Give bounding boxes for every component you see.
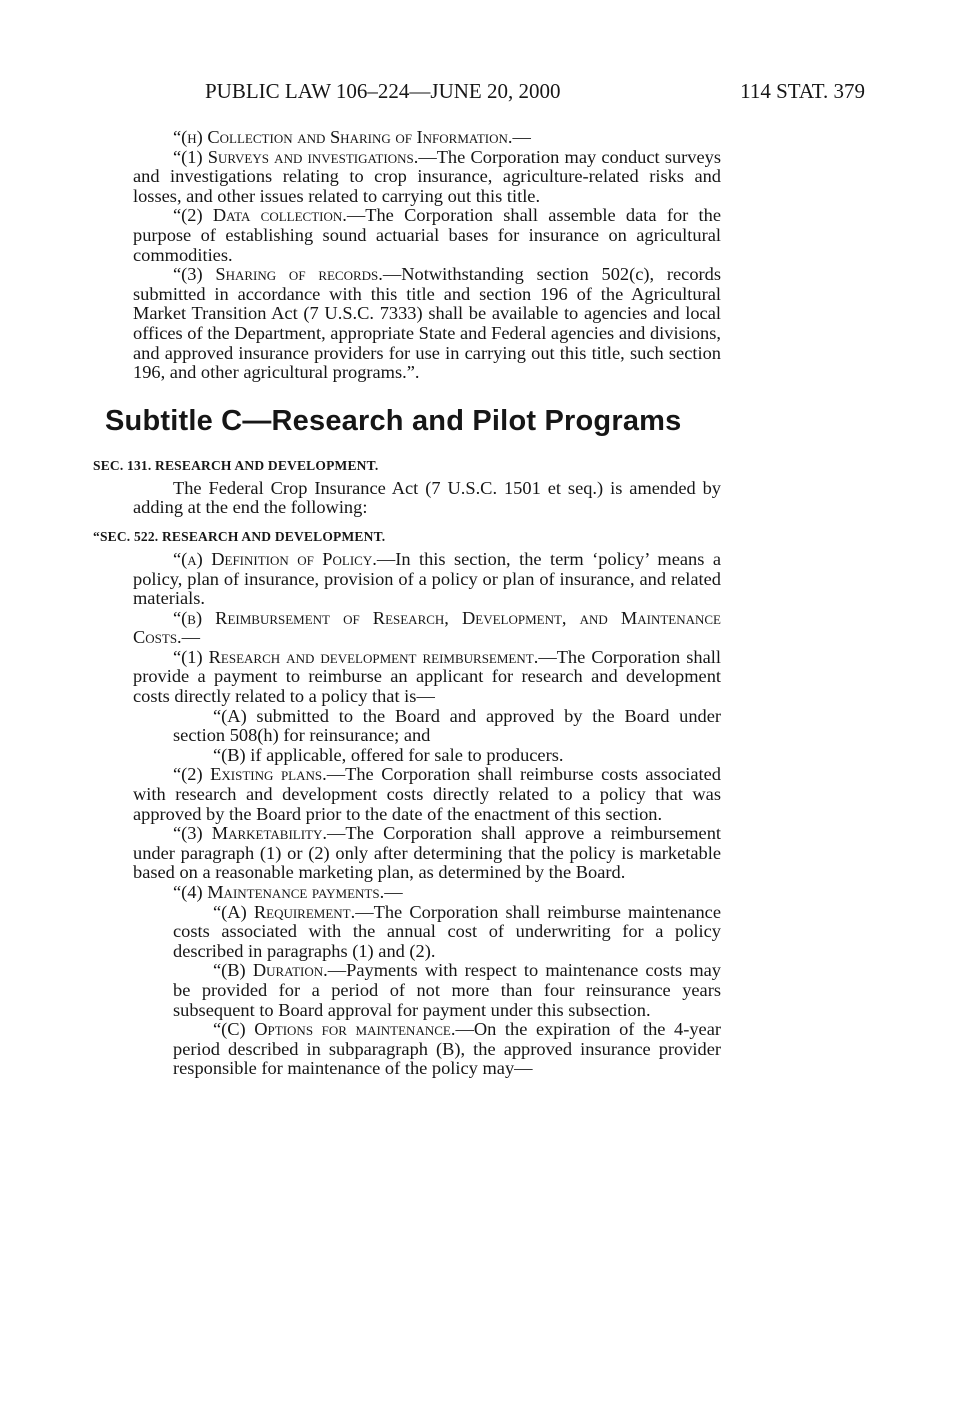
- subparagraph-b-1-b: “(B) if applicable, offered for sale to producers.: [213, 744, 564, 765]
- section-131-text: The Federal Crop Insurance Act (7 U.S.C. 1501 et seq.) is amended by adding at the end the following:: [133, 477, 721, 518]
- paragraph-b-1-heading: “(1) Research and development reimbursement.: [173, 646, 539, 667]
- section-131-heading: SEC. 131. RESEARCH AND DEVELOPMENT.: [93, 457, 379, 473]
- subsection-h-heading: “(h) Collection and Sharing of Information.—: [173, 127, 531, 147]
- document-body: [93, 127, 722, 1079]
- subsection-a-heading: “(a) Definition of Policy.: [173, 548, 377, 569]
- header-law-citation: PUBLIC LAW 106–224—JUNE 20, 2000: [205, 79, 561, 103]
- subparagraph-b-4-a: [173, 903, 721, 962]
- paragraph-h-2-heading: “(2) Data collection.: [173, 205, 347, 226]
- paragraph-b-1-text: —The Corporation shall provide a payment to reimburse an applicant for research and development costs directly related to a policy that is—: [133, 646, 721, 707]
- paragraph-h-1-heading: “(1) Surveys and investigations.: [173, 146, 419, 167]
- running-header: [205, 76, 865, 106]
- paragraph-b-3: [133, 824, 721, 883]
- subparagraph-b-4-c-heading: “(C) Options for maintenance.: [213, 1019, 456, 1040]
- paragraph-h-2: [133, 206, 721, 265]
- section-522-heading: “SEC. 522. RESEARCH AND DEVELOPMENT.: [93, 528, 386, 544]
- header-page-number: 114 STAT. 379: [740, 79, 865, 103]
- paragraph-b-2-heading: “(2) Existing plans.: [173, 764, 327, 785]
- paragraph-h-3-heading: “(3) Sharing of records.: [173, 264, 383, 285]
- subparagraph-b-4-c: [173, 1020, 721, 1079]
- subparagraph-b-4-a-text: —The Corporation shall reimburse maintenance costs associated with the annual cost of underwriting for a policy described in paragraphs (1) and (2).: [173, 901, 721, 961]
- subparagraph-b-4-a-heading: “(A) Requirement.: [213, 901, 356, 922]
- paragraph-h-1: [133, 148, 721, 207]
- paragraph-h-2-text: —The Corporation shall assemble data for the purpose of establishing sound actuarial bases for insurance on agricultural commodities.: [133, 205, 721, 265]
- subsection-a: [133, 550, 721, 609]
- paragraph-b-2: [133, 765, 721, 824]
- paragraph-b-3-heading: “(3) Marketability.: [173, 823, 327, 844]
- subparagraph-b-4-b: [173, 961, 721, 1020]
- paragraph-b-1: [133, 648, 721, 707]
- subparagraph-b-4-b-heading: “(B) Duration.: [213, 960, 328, 981]
- paragraph-h-3-text: —Notwithstanding section 502(c), records submitted in accordance with this title and section 196 of the Agricultural Market Transition Act (7 U.S.C. 7333) shall be available to agencies and local offices of the Department, appropriate State and Federal agencies and divisions, and approved insurance providers for use in carrying out this title, such section 196, and other agricultural programs.”.: [133, 264, 722, 383]
- paragraph-h-3: [133, 265, 721, 383]
- subtitle-heading: Subtitle C—Research and Pilot Programs: [105, 404, 682, 437]
- paragraph-b-3-text: —The Corporation shall approve a reimbursement under paragraph (1) or (2) only after determining that the policy is marketable based on a reasonable marketing plan, as determined by the Board.: [133, 823, 721, 883]
- subsection-b-heading: “(b) Reimbursement of Research, Development, and Maintenance Costs.—: [133, 607, 721, 648]
- paragraph-b-2-text: —The Corporation shall reimburse costs associated with research and development costs directly related to a policy that was approved by the Board prior to the date of the enactment of this section.: [133, 764, 722, 824]
- subparagraph-b-4-b-text: —Payments with respect to maintenance costs may be provided for a period of not more than four reinsurance years subsequent to Board approval for payment under this subsection.: [173, 960, 721, 1020]
- paragraph-h-1-text: —The Corporation may conduct surveys and investigations relating to crop insurance, agriculture-related risks and losses, and other issues related to carrying out this title.: [133, 146, 722, 206]
- subparagraph-b-1-a: “(A) submitted to the Board and approved by the Board under section 508(h) for reinsurance; and: [173, 705, 721, 746]
- paragraph-b-4-heading: “(4) Maintenance payments.—: [173, 882, 403, 902]
- subparagraph-b-4-c-text: —On the expiration of the 4-year period described in subparagraph (B), the approved insurance provider responsible for maintenance of the policy may—: [173, 1019, 722, 1079]
- subsection-a-text: —In this section, the term ‘policy’ means a policy, plan of insurance, provision of a policy or plan of insurance, and related materials.: [133, 548, 721, 609]
